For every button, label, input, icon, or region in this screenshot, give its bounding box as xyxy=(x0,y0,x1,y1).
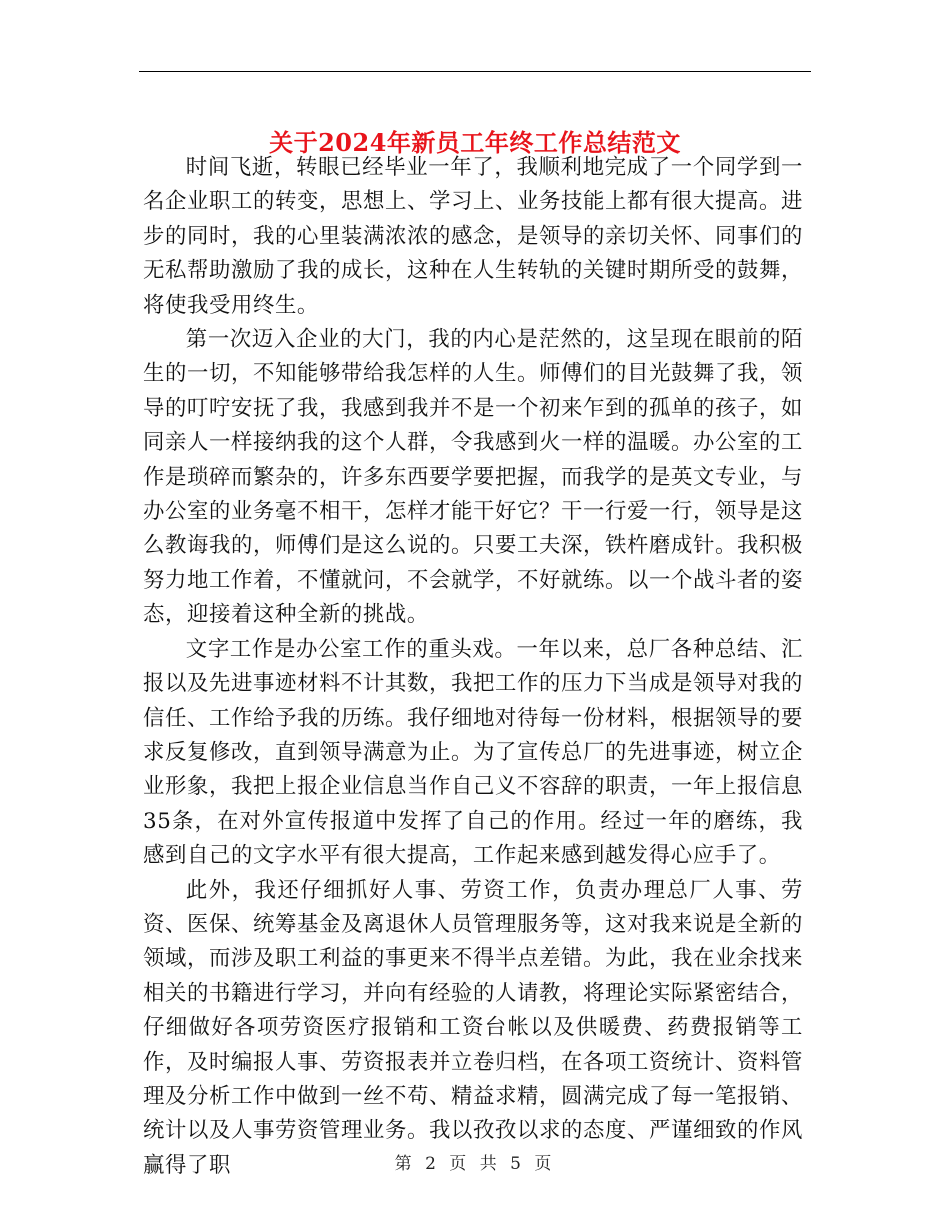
body-paragraph: 文字工作是办公室工作的重头戏。一年以来，总厂各种总结、汇报以及先进事迹材料不计其数，我把工作的压力下当成是领导对我的信任、工作给予我的历练。我仔细地对待每一份材料，根据领导的要求反复修改，直到领导满意为止。为了宣传总厂的先进事迹，树立企业形象，我把上报企业信息当作自己义不容辞的职责，一年上报信息35条，在对外宣传报道中发挥了自己的作用。经过一年的磨练，我感到自己的文字水平有很大提高，工作起来感到越发得心应手了。 xyxy=(143,636,803,869)
body-paragraph: 此外，我还仔细抓好人事、劳资工作，负责办理总厂人事、劳资、医保、统筹基金及离退休人员管理服务等，这对我来说是全新的领域，而涉及职工利益的事更来不得半点差错。为此，我在业余找来相关的书籍进行学习，并向有经验的人请教，将理论实际紧密结合，仔细做好各项劳资医疗报销和工资台帐以及供暖费、药费报销等工作，及时编报人事、劳资报表并立卷归档，在各项工资统计、资料管理及分析工作中做到一丝不苟、精益求精，圆满完成了每一笔报销、统计以及人事劳资管理业务。我以孜孜以求的态度、严谨细致的作风赢得了职 xyxy=(143,877,803,1178)
header-rule xyxy=(139,71,811,72)
body-paragraph: 时间飞逝，转眼已经毕业一年了，我顺利地完成了一个同学到一名企业职工的转变，思想上、学习上、业务技能上都有很大提高。进步的同时，我的心里装满浓浓的感念，是领导的亲切关怀、同事们的无私帮助激励了我的成长，这种在人生转轨的关键时期所受的鼓舞，将使我受用终生。 xyxy=(143,155,803,318)
document-title: 关于2024年新员工年终工作总结范文 xyxy=(269,128,681,158)
document-body xyxy=(143,151,803,1183)
body-paragraph: 第一次迈入企业的大门，我的内心是茫然的，这呈现在眼前的陌生的一切，不知能够带给我怎样的人生。师傅们的目光鼓舞了我，领导的叮咛安抚了我，我感到我并不是一个初来乍到的孤单的孩子，如同亲人一样接纳我的这个人群，令我感到火一样的温暖。办公室的工作是琐碎而繁杂的，许多东西要学要把握，而我学的是英文专业，与办公室的业务毫不相干，怎样才能干好它？干一行爱一行，领导是这么教诲我的，师傅们是这么说的。只要工夫深，铁杵磨成针。我积极努力地工作着，不懂就问，不会就学，不好就练。以一个战斗者的姿态，迎接着这种全新的挑战。 xyxy=(143,327,803,628)
page-number: 第 2 页 共 5 页 xyxy=(394,1154,556,1174)
